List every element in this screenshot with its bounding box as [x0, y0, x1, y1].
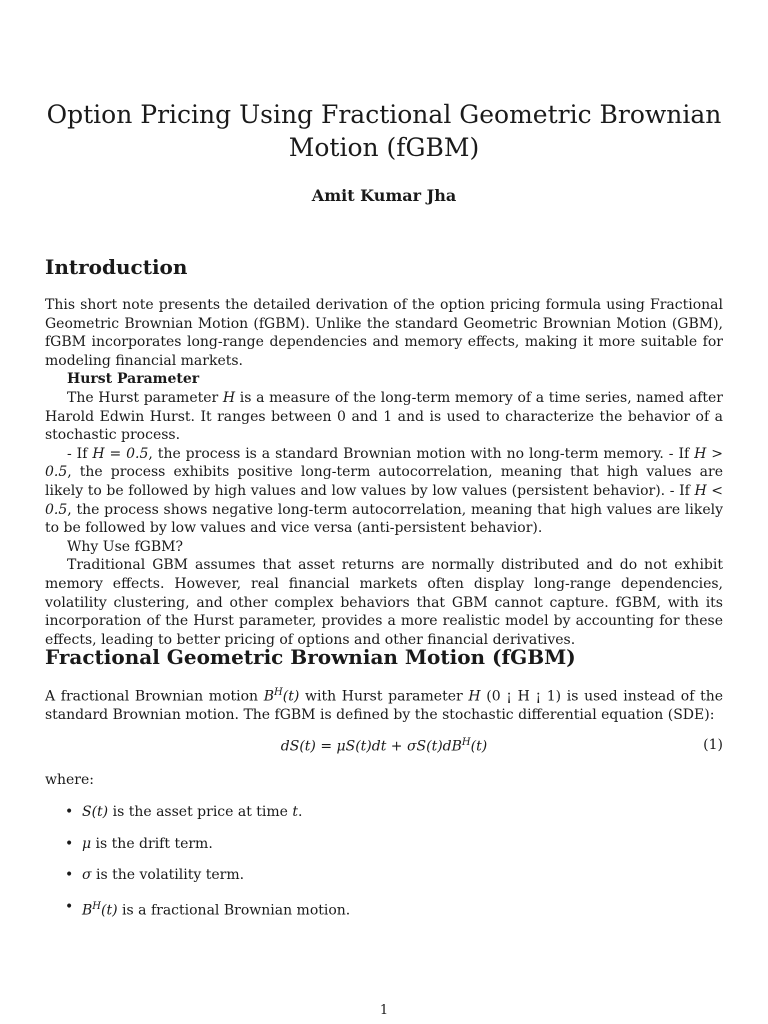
text-run: , the process shows negative long-term autocorrelation, meaning that high values are likely to be followed by low values and vice versa (anti-persistent behavior).: [45, 501, 723, 537]
math-symbol: (t): [101, 902, 118, 919]
author-name: Amit Kumar Jha: [311, 186, 457, 205]
math-symbol: S(t): [82, 804, 109, 820]
math-expression: H < 0.5: [45, 482, 723, 518]
list-item: [45, 898, 723, 930]
text-run: (0 ¡ H ¡ 1) is used instead of the standard Brownian motion. The fGBM is defined by the stochastic differential equation (SDE):: [45, 688, 724, 724]
title-line-1: Option Pricing Using Fractional Geometric Brownian: [46, 100, 722, 129]
math-symbol: σ: [82, 867, 92, 883]
text-run: is the volatility term.: [91, 867, 245, 883]
math-expression: H > 0.5: [45, 445, 724, 481]
bullet-icon: •: [65, 804, 74, 820]
why-fgbm-paragraph: Traditional GBM assumes that asset returns are normally distributed and do not exhibit memory effects. However, real financial markets often display long-range dependencies, volatility clustering, and other complex behaviors that GBM cannot capture. fGBM, with its incorporation of the Hurst parameter, provides a more realistic model by accounting for these effects, leading to better pricing of options and other financial derivatives.: [45, 557, 723, 648]
sde-equation: [45, 737, 723, 757]
where-label: where:: [45, 772, 94, 788]
text-run: is the asset price at time: [108, 804, 293, 820]
text-run: , the process exhibits positive long-term autocorrelation, meaning that high values are likely to be followed by high values and low values by low values (persistent behavior). - If: [45, 464, 723, 499]
why-use-fgbm-heading: Why Use fGBM?: [67, 538, 183, 555]
math-expression: H = 0.5: [92, 445, 149, 462]
text-run: , the process is a standard Brownian motion with no long-term memory. - If: [148, 445, 695, 462]
section-heading-introduction: Introduction: [45, 255, 188, 279]
math-superscript: H: [274, 687, 283, 698]
introduction-body: [45, 296, 723, 649]
paper-page: [45, 0, 723, 1024]
hurst-cases-paragraph: [45, 445, 723, 538]
list-item: [45, 803, 723, 835]
math-symbol: μ: [82, 835, 92, 852]
text-run: A fractional Brownian motion: [45, 688, 264, 705]
hurst-paragraph: [45, 389, 723, 445]
list-item: [45, 835, 723, 867]
page-number: 1: [379, 1003, 389, 1018]
text-run: is the drift term.: [91, 835, 213, 852]
text-run: is a fractional Brownian motion.: [117, 902, 351, 919]
text-run: .: [298, 804, 303, 820]
math-symbol: H: [468, 688, 481, 705]
equation-number: (1): [703, 737, 723, 753]
math-superscript: H: [92, 900, 102, 912]
bullet-icon: •: [65, 835, 74, 852]
equation-text: dS(t) = μS(t)dt + σS(t)dB: [280, 738, 462, 755]
equation-superscript: H: [461, 737, 471, 748]
text-run: is a measure of the long-term memory of a time series, named after Harold Edwin Hurst. It ranges between 0 and 1 and is used to characterize the behavior of a stochastic process.: [45, 389, 723, 444]
bullet-icon: •: [65, 898, 74, 915]
equation-body: [45, 737, 723, 755]
math-symbol: B: [82, 902, 93, 919]
math-symbol: H: [222, 389, 236, 406]
intro-paragraph: This short note presents the detailed derivation of the option pricing formula using Fractional Geometric Brownian Motion (fGBM). Unlike the standard Geometric Brownian Motion (GBM), fGBM incorporates long-range dependencies and memory effects, making it more suitable for modeling financial markets.: [45, 297, 723, 369]
text-run: - If: [67, 445, 93, 462]
math-symbol: B: [263, 688, 275, 705]
paper-title: [45, 98, 723, 164]
fgbm-body: [45, 684, 723, 725]
text-run: The Hurst parameter: [67, 389, 223, 406]
fgbm-paragraph: [45, 684, 723, 725]
list-item: [45, 866, 723, 898]
text-run: with Hurst parameter: [299, 688, 469, 705]
equation-text: (t): [470, 738, 488, 755]
definition-list: [45, 803, 723, 929]
bullet-icon: •: [65, 867, 74, 883]
math-symbol: (t): [282, 688, 300, 705]
math-symbol: t: [292, 804, 299, 820]
section-heading-fgbm: Fractional Geometric Brownian Motion (fGBM): [45, 645, 576, 669]
title-line-2: Motion (fGBM): [288, 133, 480, 162]
hurst-parameter-heading: Hurst Parameter: [67, 371, 200, 388]
